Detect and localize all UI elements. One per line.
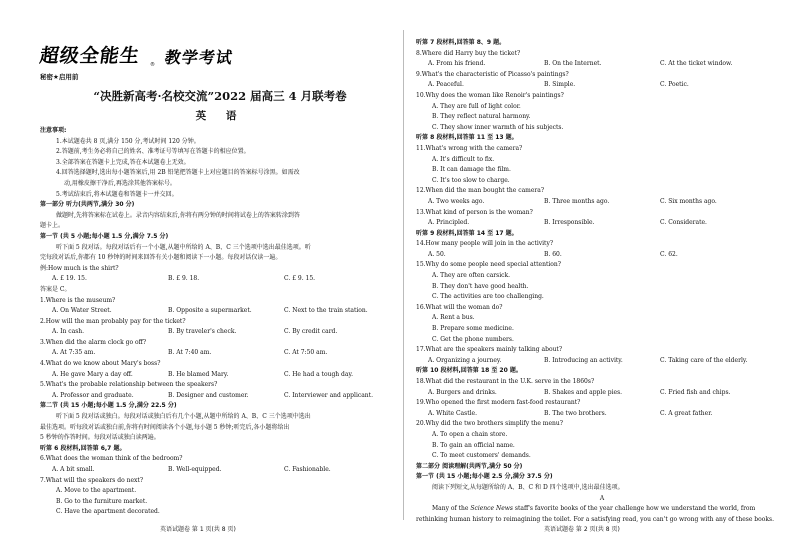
part1-intro-cont: 题卡上。 — [40, 222, 65, 230]
material-heading: 听第 7 段材料,回答第 8、9 题。 — [416, 39, 506, 46]
option: C. Fried fish and chips. — [660, 388, 731, 396]
option: B. He blamed Mary. — [168, 370, 229, 378]
option: A. £ 19. 15. — [52, 275, 87, 283]
option: A. From his friend. — [428, 60, 486, 68]
question-options — [40, 306, 390, 317]
option: A. Two weeks ago. — [428, 197, 485, 205]
option: C. Interviewer and applicant. — [284, 391, 373, 399]
exam-title: “决胜新高考·名校交流”2022 届高三 4 月联考卷 — [93, 89, 347, 103]
question-options — [40, 465, 390, 476]
section2-intro-cont: 最佳选项。听每段对话或独白前,你将有时间阅读各个小题,每小题 5 秒钟;听完后,各小题将给出 — [40, 423, 290, 431]
note-item: 2.答题前,考生务必将自己的姓名、准考证号等填写在答题卡的相应位置。 — [56, 148, 250, 156]
material-heading: 听第 6 段材料,回答第 6,7 题。 — [40, 444, 126, 452]
question-options — [416, 250, 788, 261]
option: A. White Castle. — [428, 409, 478, 417]
option: A. They are full of light color. — [432, 102, 521, 110]
question: 2.How will the man probably pay for the ticket? — [40, 317, 186, 325]
question-options — [40, 348, 390, 359]
option: C. Get the phone numbers. — [432, 335, 514, 343]
option: C. Next to the train station. — [284, 307, 368, 315]
section1-intro: 听下面 5 段对话。每段对话后有一个小题,从题中所给的 A、B、C 三个选项中选出最佳选项。听 — [56, 243, 311, 251]
option: B. They reflect natural harmony. — [432, 113, 531, 121]
right-page — [414, 0, 794, 543]
passage-line: rethinking human history to reimagining the toilet. For a satisfying read, you can't go wrong with any of these books. — [416, 515, 774, 523]
question-options — [416, 356, 788, 367]
option: C. They show inner warmth of his subjects. — [432, 123, 564, 131]
option: C. It's too slow to charge. — [432, 176, 510, 184]
left-content — [40, 126, 390, 518]
passage-text: staff's favorite books of the year challenge how we understand the world, from — [513, 505, 756, 513]
option: C. He had a tough day. — [284, 370, 353, 378]
question-options — [416, 59, 788, 70]
registered-mark: ® — [150, 62, 156, 68]
example-question: 例:How much is the shirt? — [40, 264, 119, 272]
note-item: 5.考试结束后,将本试题卷和答题卡一并交回。 — [56, 190, 178, 198]
option: C. Taking care of the elderly. — [660, 356, 748, 364]
note-item: 动,用橡皮擦干净后,再选涂其他答案标号。 — [64, 179, 176, 187]
option: A. A bit small. — [52, 466, 95, 473]
passage-text: Many of the — [432, 505, 471, 513]
option: A. Move to the apartment. — [56, 487, 137, 495]
notes-heading: 注意事项: — [40, 127, 67, 134]
option: A. At 7:35 am. — [52, 349, 96, 357]
option: A. To open a chain store. — [432, 430, 508, 438]
right-content — [416, 38, 788, 525]
option: A. Peaceful. — [428, 81, 464, 89]
option: C. 62. — [660, 250, 678, 258]
question-options — [40, 327, 390, 338]
passage-line — [416, 504, 788, 515]
option: B. On the Internet. — [544, 60, 602, 68]
question: 19.Who opened the first modern fast-food restaurant? — [416, 399, 581, 407]
note-item: 1.本试题卷共 8 页,满分 150 分,考试时间 120 分钟。 — [56, 137, 200, 145]
option: B. Shakes and apple pies. — [544, 388, 623, 396]
question-options — [40, 370, 390, 381]
section2-heading: 第二节 (共 15 小题;每小题 1.5 分,满分 22.5 分) — [40, 402, 177, 410]
question: 12.When did the man bought the camera? — [416, 187, 545, 195]
question: 9.What's the characteristic of Picasso's paintings? — [416, 70, 569, 78]
option: C. At 7:50 am. — [284, 349, 328, 357]
option: C. A great father. — [660, 409, 713, 417]
option: A. Principled. — [428, 219, 470, 227]
left-page — [10, 0, 390, 543]
option: C. By credit card. — [284, 328, 338, 336]
option: A. It's difficult to fix. — [432, 155, 495, 163]
part2-intro: 阅读下列短文,从每题所给的 A、B、C 和 D 四个选项中,选出最佳选项。 — [432, 483, 624, 491]
question-options — [416, 409, 788, 420]
note-item: 3.全部答案在答题卡上完成,答在本试题卷上无效。 — [56, 158, 190, 166]
option: C. Have the apartment decorated. — [56, 508, 160, 516]
option: B. Introducing an activity. — [544, 356, 623, 364]
option: A. He gave Mary a day off. — [52, 370, 133, 378]
question: 16.What will the woman do? — [416, 303, 503, 311]
section2-intro-cont: 5 秒钟的作答时间。每段对话或独白读两遍。 — [40, 434, 160, 442]
page-footer: 英语试题卷 第 1 页(共 8 页) — [160, 526, 236, 533]
question-options — [40, 391, 390, 402]
option: B. They don't have good health. — [432, 282, 529, 290]
part1-intro: 做题时,先将答案标在试卷上。录音内容结束后,你将有两分钟的时间将试卷上的答案转涂到答 — [56, 211, 300, 219]
page-footer: 英语试题卷 第 2 页(共 8 页) — [544, 526, 620, 533]
question: 4.What do we know about Mary's boss? — [40, 360, 161, 368]
section1-heading: 第一节 (共 5 小题;每小题 1.5 分,满分 7.5 分) — [40, 232, 169, 240]
part2-heading: 第二部分 阅读理解(共两节,满分 50 分) — [416, 462, 523, 470]
brand-name: 超级全能生 — [38, 45, 142, 67]
question: 14.How many people will join in the activity? — [416, 240, 554, 248]
question: 15.Why do some people need special attention? — [416, 261, 561, 269]
option: B. Designer and customer. — [168, 391, 249, 399]
section2-intro: 听下面 5 段对话或独白。每段对话或独白后有几个小题,从题中所给的 A、B、C 三个选项中选出 — [56, 413, 311, 421]
option: C. £ 9. 15. — [284, 275, 316, 283]
option: B. The two brothers. — [544, 409, 607, 417]
option: C. At the ticket window. — [660, 60, 733, 68]
material-heading: 听第 10 段材料,回答第 18 至 20 题。 — [416, 367, 522, 375]
example-options — [40, 274, 390, 285]
question: 1.Where is the museum? — [40, 296, 116, 304]
option: C. To meet customers' demands. — [432, 452, 531, 460]
option: A. In cash. — [52, 328, 85, 336]
part1-heading: 第一部分 听力(共两节,满分 30 分) — [40, 201, 135, 209]
question: 20.Why did the two brothers simplify the menu? — [416, 420, 563, 428]
question: 11.What's wrong with the camera? — [416, 144, 523, 152]
question: 7.What will the speakers do next? — [40, 476, 144, 484]
option: C. Fashionable. — [284, 466, 331, 473]
question-options — [416, 218, 788, 229]
question: 17.What are the speakers mainly talking about? — [416, 346, 563, 354]
question: 8.Where did Harry buy the ticket? — [416, 49, 521, 57]
brand-logo — [40, 38, 233, 68]
option: B. £ 9. 18. — [168, 275, 200, 283]
option: B. Go to the furniture market. — [56, 497, 148, 505]
note-item: 4.回答选择题时,选出每小题答案后,用 2B 铅笔把答题卡上对应题目的答案标号涂黑。如需改 — [56, 169, 300, 177]
option: B. Irresponsible. — [544, 219, 595, 227]
option: B. Opposite a supermarket. — [168, 307, 252, 315]
part2-section1-heading: 第一节 (共 15 小题;每小题 2.5 分,满分 37.5 分) — [416, 473, 553, 481]
material-heading: 听第 8 段材料,回答第 11 至 13 题。 — [416, 134, 518, 142]
question: 10.Why does the woman like Renoir's paintings? — [416, 91, 564, 99]
question: 6.What does the woman think of the bedroom? — [40, 455, 183, 463]
brand-subtitle: 教学考试 — [163, 48, 235, 67]
example-answer: 答案是 C。 — [40, 285, 71, 293]
option: A. Burgers and drinks. — [428, 388, 497, 396]
question: 5.What's the probable relationship between the speakers? — [40, 381, 218, 389]
option: B. Prepare some medicine. — [432, 325, 514, 333]
question: 18.What did the restaurant in the U.K. serve in the 1860s? — [416, 378, 595, 385]
option: B. It can damage the film. — [432, 166, 511, 174]
option: B. Three months ago. — [544, 197, 610, 205]
option: B. At 7:40 am. — [168, 349, 212, 357]
option: B. Well-equipped. — [168, 466, 222, 473]
page-divider — [403, 30, 404, 520]
option: B. 60. — [544, 250, 562, 258]
option: C. The activities are too challenging. — [432, 293, 544, 301]
option: B. By traveler's check. — [168, 328, 237, 336]
option: A. On Water Street. — [52, 307, 112, 315]
option: C. Considerate. — [660, 219, 707, 227]
option: A. Rent a bus. — [432, 314, 475, 322]
option: B. Simple. — [544, 81, 576, 89]
option: C. Poetic. — [660, 81, 689, 89]
confidential-mark: 秘密★启用前 — [40, 73, 79, 81]
question: 13.What kind of person is the woman? — [416, 208, 533, 216]
passage-label: A — [599, 494, 605, 502]
question-options — [416, 388, 788, 399]
question-options — [416, 80, 788, 91]
subject-title: 英 语 — [195, 110, 245, 122]
question-options — [416, 197, 788, 208]
section1-intro-cont: 完每段对话后,你都有 10 秒钟的时间来回答有关小题和阅读下一小题。每段对话仅读一遍。 — [40, 254, 282, 262]
material-heading: 听第 9 段材料,回答第 14 至 17 题。 — [416, 229, 518, 237]
option: A. Organizing a journey. — [428, 356, 502, 364]
option: B. To gain an official name. — [432, 441, 515, 449]
publication-name: Science News — [470, 505, 513, 513]
option: A. Professor and graduate. — [52, 391, 134, 399]
option: C. Six months ago. — [660, 197, 717, 205]
option: A. They are often carsick. — [432, 272, 511, 280]
question: 3.When did the alarm clock go off? — [40, 338, 147, 346]
option: A. 50. — [428, 250, 446, 258]
